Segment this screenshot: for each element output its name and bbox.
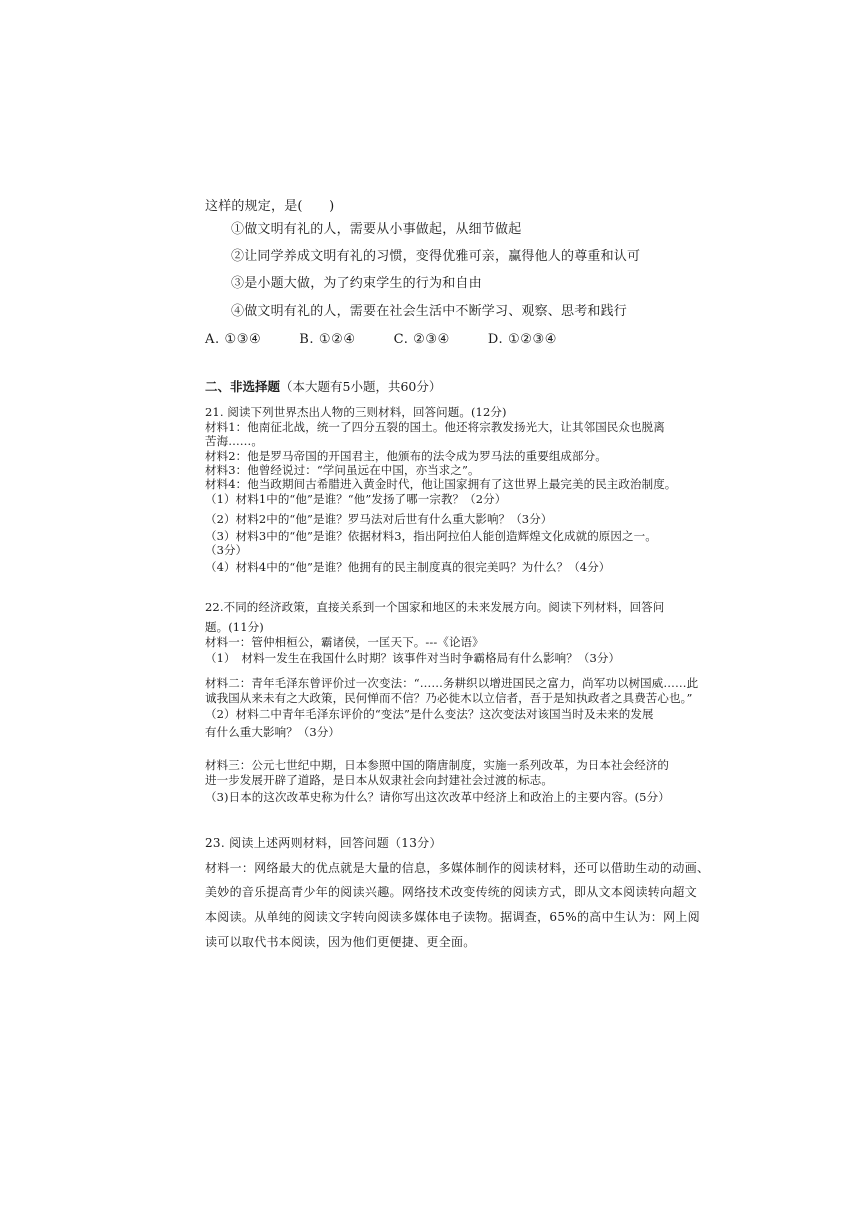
q22-line-7: （2）材料二中青年毛泽东评价的“变法”是什么变法？这次变法对该国当时及未来的发展 (205, 707, 654, 721)
q23-line-3: 美妙的音乐提高青少年的阅读兴趣。网络技术改变传统的阅读方式，即从文本阅读转向超文 (205, 885, 698, 899)
q21-line-4: 材料2：他是罗马帝国的开国君主，他颁布的法令成为罗马法的重要组成部分。 (205, 449, 607, 463)
q22-line-4: （1） 材料一发生在我国什么时期？该事件对当时争霸格局有什么影响？（3分） (205, 651, 621, 665)
q21-line-8: （2）材料2中的“他”是谁？罗马法对后世有什么重大影响？（3分） (205, 512, 553, 526)
section-2-note: （本大题有5小题，共60分） (280, 379, 442, 394)
q21-line-10: （3分） (205, 543, 248, 557)
q20-statement-1: ①做文明有礼的人，需要从小事做起，从细节做起 (231, 222, 522, 237)
q22-line-11: （3)日本的这次改革史称为什么？请你写出这次改革中经济上和政治上的主要内容。(5分） (205, 790, 670, 804)
q20-stem: 这样的规定，是( ) (205, 199, 335, 214)
q22-line-10: 进一步发展开辟了道路，是日本从奴隶社会向封建社会过渡的标志。 (205, 773, 553, 787)
q21-line-6: 材料4：他当政期间古希腊进入黄金时代，他让国家拥有了这世界上最完美的民主政治制度。 (205, 477, 677, 491)
q22-line-2: 题。(11分) (205, 620, 264, 634)
q23-line-4: 本阅读。从单纯的阅读文字转向阅读多媒体电子读物。据调查，65%的高中生认为：网上阅 (205, 910, 700, 924)
q20-option-a: A. ①③④ (205, 332, 262, 347)
q21-line-2: 材料1：他南征北战，统一了四分五裂的国土。他还将宗教发扬光大，让其邻国民众也脱离 (205, 420, 665, 434)
q22-line-6: 诚我国从来未有之大政策，民何惮而不信？乃必徙木以立信者，吾于是知执政者之具费苦心也。” (205, 691, 693, 705)
section-2-heading (205, 379, 441, 395)
q22-line-5: 材料二：青年毛泽东曾评价过一次变法：“……务耕织以增进国民之富力，尚军功以树国威……此 (205, 676, 699, 690)
q20-option-b: B. ①②④ (299, 332, 356, 347)
section-2-title: 二、非选择题 (205, 379, 281, 394)
q22-line-9: 材料三：公元七世纪中期，日本参照中国的隋唐制度，实施一系列改革，为日本社会经济的 (205, 758, 669, 772)
q20-statement-3: ③是小题大做，为了约束学生的行为和自由 (231, 276, 482, 291)
q20-statement-2: ②让同学养成文明有礼的习惯，变得优雅可亲，赢得他人的尊重和认可 (231, 249, 641, 264)
q21-line-7: （1）材料1中的“他”是谁？“他”发扬了哪一宗教？（2分） (205, 492, 507, 506)
q22-line-1: 22.不同的经济政策，直接关系到一个国家和地区的未来发展方向。阅读下列材料，回答问 (205, 600, 665, 614)
q21-line-5: 材料3：他曾经说过：“学问虽远在中国，亦当求之”。 (205, 463, 480, 477)
q23-line-5: 读可以取代书本阅读，因为他们更便捷、更全面。 (205, 935, 476, 949)
q20-option-c: C. ②③④ (393, 332, 450, 347)
q21-line-3: 苦海……。 (205, 434, 263, 448)
q21-line-11: （4）材料4中的“他”是谁？他拥有的民主制度真的很完美吗？为什么？（4分） (205, 560, 611, 574)
q22-line-8: 有什么重大影响？（3分） (205, 725, 341, 739)
q21-line-1: 21. 阅读下列世界杰出人物的三则材料，回答问题。(12分) (205, 405, 507, 419)
q23-line-1: 23. 阅读上述两则材料，回答问题（13分） (205, 836, 442, 850)
q20-options (205, 332, 595, 348)
q23-line-2: 材料一：网络最大的优点就是大量的信息，多媒体制作的阅读材料，还可以借助生动的动画、 (205, 861, 710, 875)
q20-statement-4: ④做文明有礼的人，需要在社会生活中不断学习、观察、思考和践行 (231, 304, 628, 319)
q20-option-d: D. ①②③④ (487, 332, 557, 347)
q22-line-3: 材料一：管仲相桓公，霸诸侯，一匡天下。---《论语》 (205, 635, 484, 649)
q21-line-9: （3）材料3中的“他”是谁？依据材料3，指出阿拉伯人能创造辉煌文化成就的原因之一。 (205, 529, 657, 543)
